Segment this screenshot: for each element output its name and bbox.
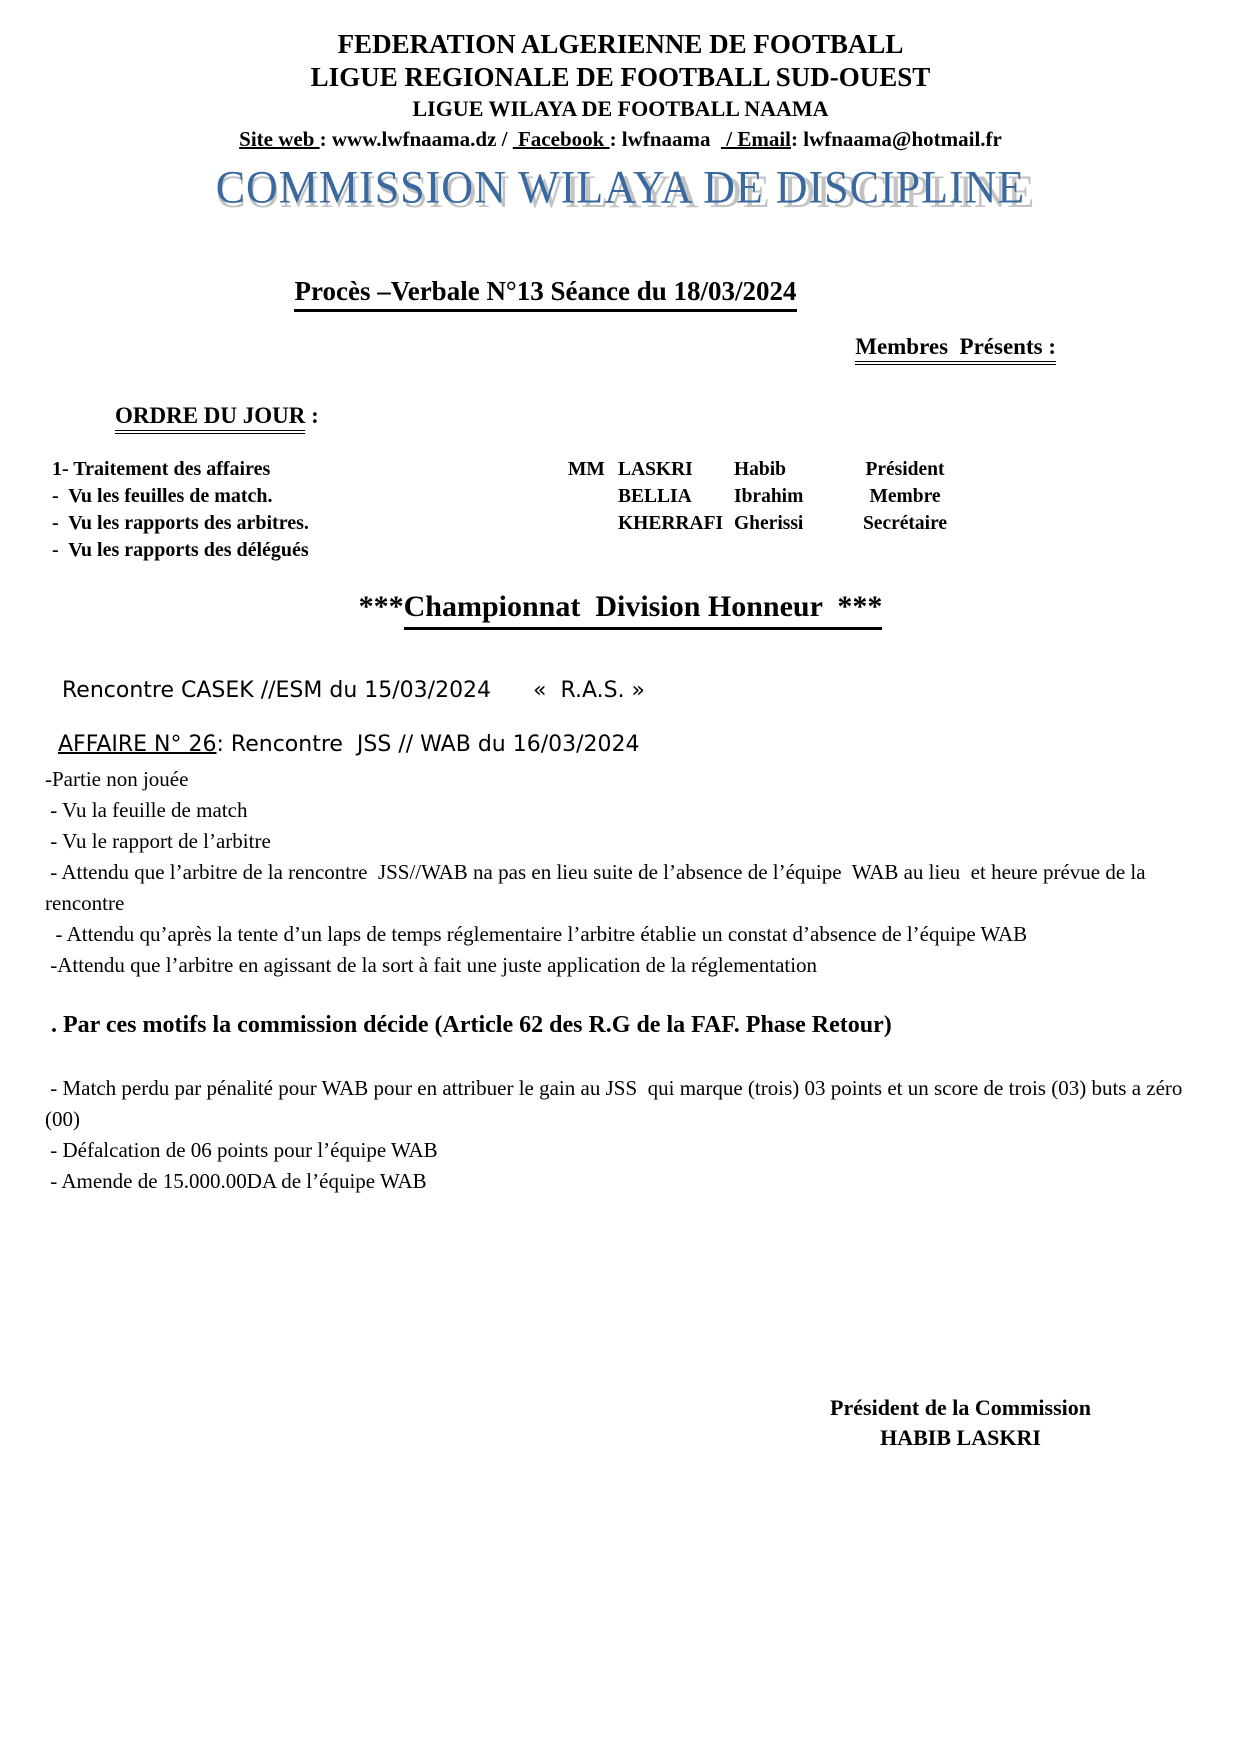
consideration-line: -Partie non jouée <box>45 767 189 791</box>
member-given-name: Habib <box>734 459 787 480</box>
decision-item: - Match perdu par pénalité pour WAB pour en attribuer le gain au JSS qui marque (trois) 03 points et un score de trois (03) buts a zéro (00) <box>45 1076 1188 1131</box>
signature-name: HABIB LASKRI <box>880 1425 1041 1450</box>
consideration-line: - Attendu qu’après la tente d’un laps de temps réglementaire l’arbitre établie un constat d’absence de l’équipe WAB <box>45 922 1028 946</box>
consideration-line: - Attendu que l’arbitre de la rencontre JSS//WAB na pas en lieu suite de l’absence de l’équipe WAB au lieu et heure prévue de la rencontre <box>45 860 1151 915</box>
consideration-line: -Attendu que l’arbitre en agissant de la sort à fait une juste application de la réglementation <box>45 953 818 977</box>
signature-title: Président de la Commission <box>830 1395 1091 1420</box>
member-row <box>568 510 970 537</box>
affaire-heading <box>58 730 1241 760</box>
decision-item: - Amende de 15.000.00DA de l’équipe WAB <box>45 1169 427 1193</box>
agenda-members-section <box>0 456 1241 564</box>
email-label: / Email <box>720 127 791 151</box>
agenda-item: - Vu les rapports des arbitres. <box>52 512 309 534</box>
affaire-number: AFFAIRE N° 26 <box>58 732 217 757</box>
facebook-value: : lwfnaama <box>609 127 721 151</box>
member-row <box>568 456 970 483</box>
decision-items-section <box>45 1073 1201 1197</box>
decision-motifs-heading: . Par ces motifs la commission décide (Article 62 des R.G de la FAF. Phase Retour) <box>45 1012 892 1038</box>
signature-block <box>830 1393 1091 1453</box>
ordre-colon: : <box>305 403 319 428</box>
member-given-name: Gherissi <box>734 513 804 534</box>
championnat-heading <box>0 590 1241 630</box>
agenda-item: 1- Traitement des affaires <box>52 458 271 480</box>
considerations-section <box>45 764 1201 981</box>
commission-banner <box>0 162 1241 218</box>
contact-line <box>0 124 1241 154</box>
affaire-rest: : Rencontre JSS // WAB du 16/03/2024 <box>216 732 640 757</box>
member-surname: BELLIA <box>618 486 692 507</box>
member-role: Secrétaire <box>862 513 948 534</box>
site-web-label: Site web <box>239 127 320 151</box>
member-role: Président <box>865 459 945 480</box>
member-row <box>568 483 970 510</box>
consideration-line: - Vu la feuille de match <box>45 798 248 822</box>
member-prefix: MM <box>568 459 605 480</box>
rencontre-casek-line: Rencontre CASEK //ESM du 15/03/2024 « R.A.S. » <box>62 678 646 703</box>
members-table <box>568 456 1241 564</box>
ordre-du-jour-heading: ORDRE DU JOUR : <box>115 403 1241 434</box>
commission-title: COMMISSION WILAYA DE DISCIPLINE COMMISSION WILAYA DE DISCIPLINE <box>216 161 1026 216</box>
agenda-item: - Vu les feuilles de match. <box>52 485 273 507</box>
facebook-label: Facebook <box>512 127 610 151</box>
member-surname: LASKRI <box>618 459 693 480</box>
member-prefix <box>568 510 618 537</box>
member-role: Membre <box>869 486 941 507</box>
proces-verbale-heading: Procès –Verbale N°13 Séance du 18/03/2024 <box>0 276 1091 312</box>
consideration-line: - Vu le rapport de l’arbitre <box>45 829 271 853</box>
ligue-regionale-title: LIGUE REGIONALE DE FOOTBALL SUD-OUEST <box>310 62 931 92</box>
membres-presents-heading: Membres Présents : <box>0 334 1241 365</box>
championnat-title: Championnat Division Honneur *** <box>404 590 883 630</box>
agenda-list <box>0 456 568 564</box>
ligue-wilaya-title: LIGUE WILAYA DE FOOTBALL NAAMA <box>412 96 829 121</box>
agenda-item: - Vu les rapports des délégués <box>52 539 309 561</box>
site-web-value: : www.lwfnaama.dz / <box>319 127 513 151</box>
member-surname: KHERRAFI <box>618 513 724 534</box>
member-prefix <box>568 483 618 510</box>
federation-title: FEDERATION ALGERIENNE DE FOOTBALL <box>337 29 904 59</box>
stars-prefix: *** <box>358 590 404 623</box>
member-given-name: Ibrahim <box>734 486 804 507</box>
email-value: : lwfnaama@hotmail.fr <box>791 127 1002 151</box>
decision-item: - Défalcation de 06 points pour l’équipe WAB <box>45 1138 438 1162</box>
